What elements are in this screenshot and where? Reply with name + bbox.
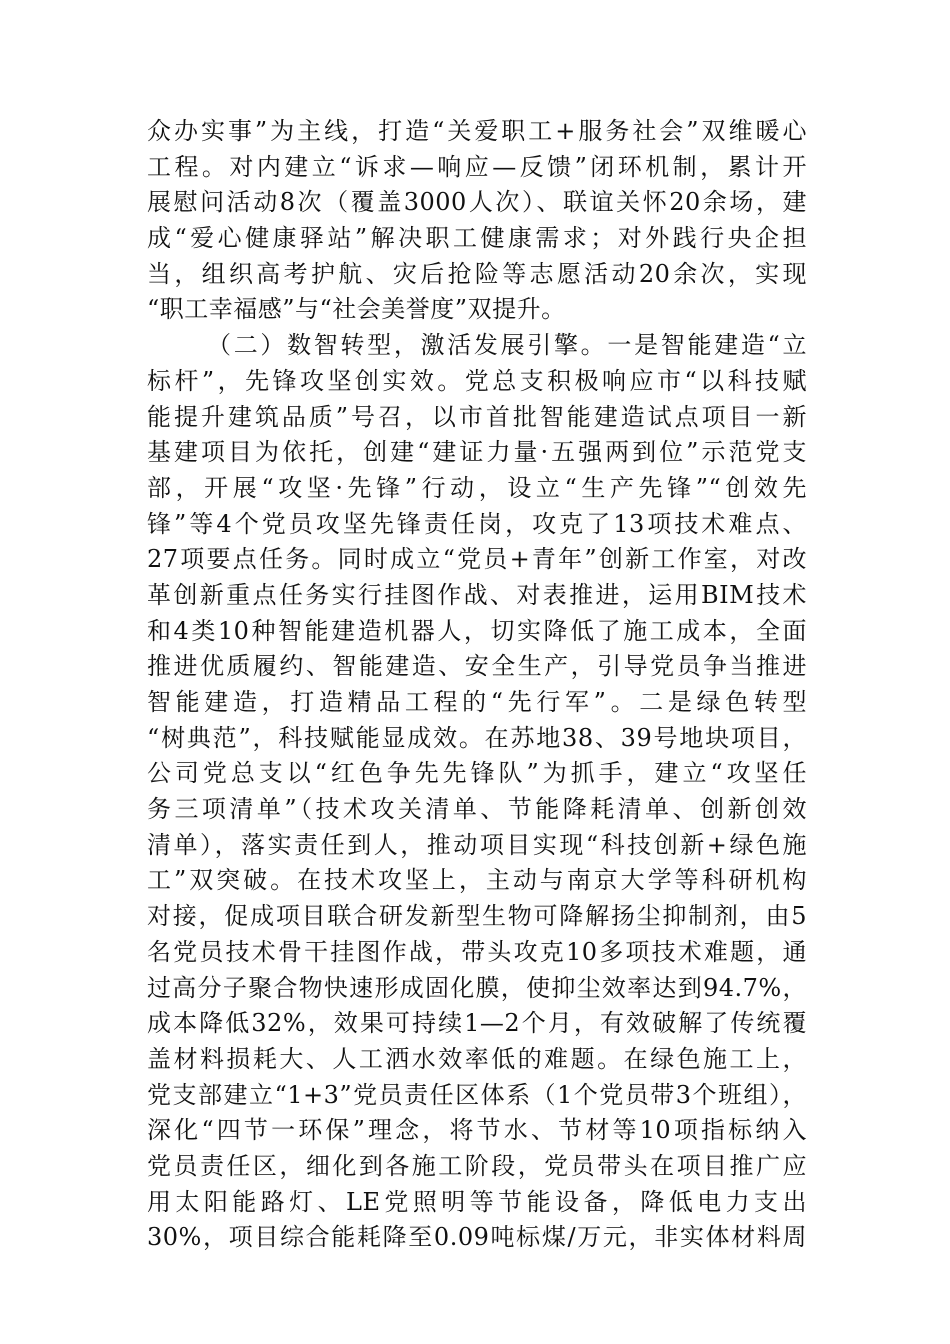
text-line: 党支部建立“1+3”党员责任区体系（1个党员带3个班组）， [147,1080,807,1109]
text-line: 公司党总支以“红色争先先锋队”为抓手，建立“攻坚任 [147,759,807,788]
text-line: 当，组织高考护航、灾后抢险等志愿活动20余次，实现 [147,259,807,288]
text-line: 务三项清单”（技术攻关清单、节能降耗清单、创新创效 [147,795,807,824]
body-text [147,114,807,1256]
text-line: 展慰问活动8次（覆盖3000人次）、联谊关怀20余场，建 [147,188,807,217]
text-line: 清单），落实责任到人，推动项目实现“科技创新+绿色施 [147,830,807,859]
text-line: 名党员技术骨干挂图作战，带头攻克10多项技术难题，通 [147,937,807,966]
text-line: 基建项目为依托，创建“建证力量·五强两到位”示范党支 [147,438,807,467]
text-line: 部，开展“攻坚·先锋”行动，设立“生产先锋”“创效先 [147,473,807,502]
text-line: 众办实事”为主线，打造“关爱职工+服务社会”双维暖心 [147,117,807,145]
text-line: 30%，项目综合能耗降至0.09吨标煤/万元，非实体材料周 [147,1223,807,1252]
text-line: 推进优质履约、智能建造、安全生产，引导党员争当推进 [147,652,807,681]
text-line: 能提升建筑品质”号召，以市首批智能建造试点项目一新 [147,402,807,431]
text-line: 成“爱心健康驿站”解决职工健康需求；对外践行央企担 [147,224,807,253]
text-line: 智能建造，打造精品工程的“先行军”。二是绿色转型 [147,688,807,716]
text-line: 工”双突破。在技术攻坚上，主动与南京大学等科研机构 [147,866,807,895]
section-heading-line: （二）数智转型，激活发展引擎。一是智能建造“立 [207,331,807,360]
text-line: 27项要点任务。同时成立“党员+青年”创新工作室，对改 [147,545,807,574]
text-line: 过高分子聚合物快速形成固化膜，使抑尘效率达到94.7%， [147,973,807,1002]
text-line: 盖材料损耗大、人工洒水效率低的难题。在绿色施工上， [147,1044,807,1073]
text-line: 和4类10种智能建造机器人，切实降低了施工成本，全面 [147,616,807,645]
text-line: 成本降低32%，效果可持续1—2个月，有效破解了传统覆 [147,1009,807,1038]
text-line: 革创新重点任务实行挂图作战、对表推进，运用BIM技术 [147,580,807,609]
text-line: “职工幸福感”与“社会美誉度”双提升。 [147,295,566,324]
text-line: 对接，促成项目联合研发新型生物可降解扬尘抑制剂，由5 [147,902,807,931]
text-line: 工程。对内建立“诉求—响应—反馈”闭环机制，累计开 [147,152,807,181]
text-line: “树典范”，科技赋能显成效。在苏地38、39号地块项目， [147,723,807,752]
text-line: 用太阳能路灯、LE党照明等节能设备，降低电力支出 [147,1187,807,1216]
text-line: 党员责任区，细化到各施工阶段，党员带头在项目推广应 [147,1151,807,1180]
text-line: 深化“四节一环保”理念，将节水、节材等10项指标纳入 [147,1116,807,1145]
text-line: 锋”等4个党员攻坚先锋责任岗，攻克了13项技术难点、 [147,509,807,538]
text-line: 标杆”，先锋攻坚创实效。党总支积极响应市“以科技赋 [147,366,807,395]
